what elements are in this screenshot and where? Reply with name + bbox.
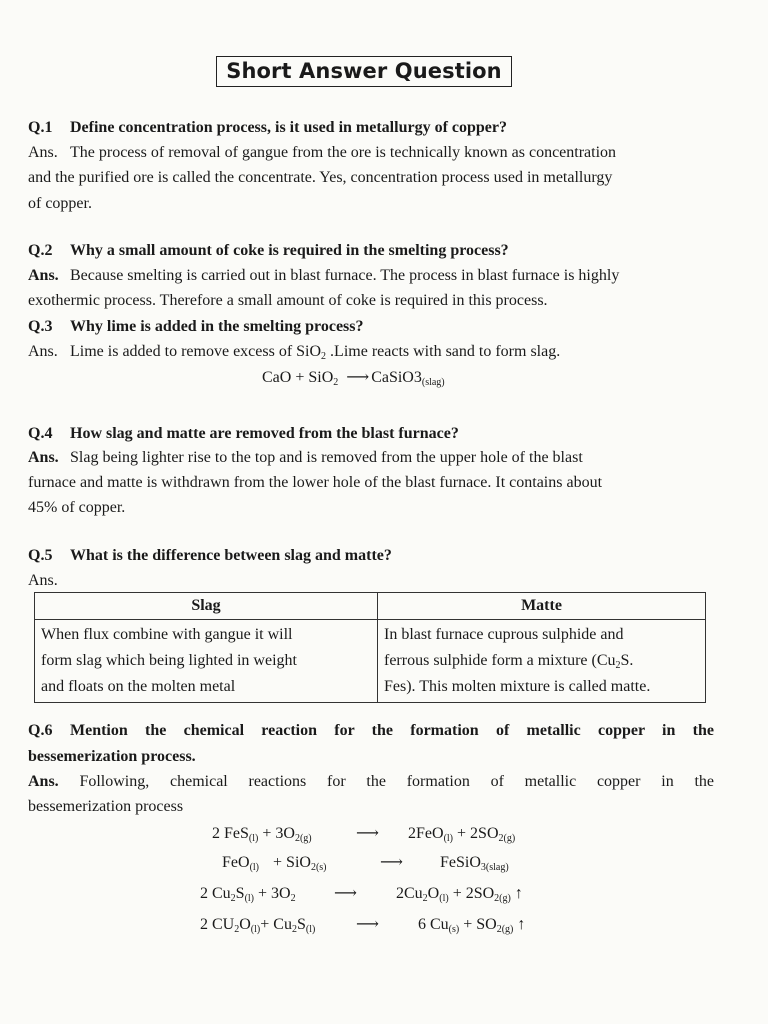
formula: 6 Cu [418, 916, 449, 933]
reaction-4-arrow: ⟶ [356, 916, 379, 933]
subscript: (l) [249, 862, 260, 873]
formula: 2 CU [200, 916, 235, 933]
formula: + 3O [254, 885, 291, 902]
formula: O [239, 916, 251, 933]
table-header-row [35, 593, 706, 620]
slag-line: form slag which being lighted in weight [41, 652, 297, 669]
comparison-table [34, 592, 706, 703]
subscript: 2 [422, 893, 428, 904]
subscript: 2 [615, 660, 621, 671]
answer-label: Ans. [28, 773, 59, 790]
question-2 [28, 241, 718, 261]
question-text: Why lime is added in the smelting process? [70, 318, 364, 335]
matte-line [384, 648, 699, 674]
gas-up-arrow-icon: ↑ [517, 916, 526, 933]
formula: + SiO [269, 854, 311, 871]
equation-lime-sand [262, 368, 445, 388]
reaction-1 [212, 824, 312, 844]
answer-label: Ans. [28, 343, 58, 360]
subscript: (s) [448, 924, 460, 935]
reaction-arrow: ⟶ [346, 369, 370, 386]
subscript: (l) [248, 833, 259, 844]
question-6-line-1 [28, 721, 714, 741]
subscript: 2(g) [498, 833, 516, 844]
answer-2-line-2: exothermic process. Therefore a small amount of coke is required in this process. [28, 292, 548, 309]
page-title: Short Answer Question [216, 56, 512, 87]
formula: 2Cu [396, 885, 423, 902]
answer-4-line-3: 45% of copper. [28, 499, 126, 516]
answer-2-line-1 [28, 266, 718, 286]
answer-4-line-2: furnace and matte is withdrawn from the lower hole of the blast furnace. It contains about [28, 474, 603, 491]
subscript: (l) [305, 924, 316, 935]
formula: S [296, 916, 306, 933]
matte-cell [378, 620, 706, 703]
question-number: Q.2 [28, 242, 53, 259]
answer-6-line-2: bessemerization process [28, 798, 184, 815]
equation-rhs: CaSiO3 [371, 369, 422, 386]
question-text: What is the difference between slag and matte? [70, 547, 392, 564]
subscript: 2 [321, 351, 327, 362]
answer-label: Ans. [28, 267, 59, 284]
formula: S [235, 885, 245, 902]
question-4 [28, 424, 718, 444]
gas-up-arrow-icon: ↑ [514, 885, 523, 902]
formula: + Cu [260, 916, 292, 933]
answer-1-line-3: of copper. [28, 195, 92, 212]
subscript: (l) [443, 833, 454, 844]
answer-3 [28, 342, 718, 362]
question-number: Q.1 [28, 119, 53, 136]
reaction-3-arrow: ⟶ [334, 885, 357, 902]
answer-label: Ans. [28, 449, 59, 466]
subscript: 2(g) [294, 833, 312, 844]
answer-text: The process of removal of gangue from the ore is technically known as concentration [70, 144, 617, 161]
answer-1-line-2: and the purified ore is called the concentrate. Yes, concentration process used in metallurgy [28, 169, 613, 186]
formula: + 3O [258, 825, 295, 842]
subscript: 3(slag) [480, 862, 509, 873]
matte-text: S. [620, 652, 634, 669]
subscript: 2(s) [310, 862, 327, 873]
subscript: 2(g) [496, 924, 514, 935]
subscript: (l) [250, 924, 261, 935]
question-6-line-2: bessemerization process. [28, 748, 196, 765]
answer-text: Because smelting is carried out in blast furnace. The process in blast furnace is highly [70, 267, 620, 284]
reaction-3-products [396, 884, 523, 904]
question-text: How slag and matte are removed from the blast furnace? [70, 425, 459, 442]
slag-line: When flux combine with gangue it will [41, 626, 293, 643]
subscript: 2 [230, 893, 236, 904]
table-header-matte: Matte [378, 593, 706, 620]
subscript: 2 [234, 924, 240, 935]
question-text: Define concentration process, is it used in metallurgy of copper? [70, 119, 507, 136]
question-text: Why a small amount of coke is required in the smelting process? [70, 242, 509, 259]
answer-4-line-1 [28, 448, 718, 468]
formula: + 2SO [453, 825, 499, 842]
matte-text: ferrous sulphide form a mixture (Cu [384, 652, 616, 669]
slag-cell [35, 620, 378, 703]
reaction-3 [200, 884, 296, 904]
question-number: Q.3 [28, 318, 53, 335]
formula: 2 FeS [212, 825, 249, 842]
answer-6-line-1 [28, 772, 714, 792]
answer-text: Lime is added to remove excess of SiO [70, 343, 322, 360]
equation-lhs: CaO + SiO [262, 369, 334, 386]
formula: FeSiO [440, 854, 481, 871]
subscript: 2 [290, 893, 296, 904]
formula: FeO [222, 854, 250, 871]
question-5 [28, 546, 718, 566]
formula: 2FeO [408, 825, 444, 842]
formula: 2 Cu [200, 885, 231, 902]
reaction-2-products [440, 853, 509, 873]
subscript: 2 [291, 924, 297, 935]
reaction-4 [200, 915, 315, 935]
answer-5-label: Ans. [28, 572, 58, 589]
answer-label: Ans. [28, 144, 58, 161]
formula: + SO [459, 916, 497, 933]
matte-line: Fes). This molten mixture is called matte. [384, 678, 651, 695]
subscript: 2(g) [494, 893, 511, 904]
slag-line: and floats on the molten metal [41, 678, 236, 695]
subscript: (slag) [421, 377, 445, 388]
question-number: Q.6 [28, 722, 53, 739]
matte-line: In blast furnace cuprous sulphide and [384, 626, 624, 643]
answer-text: Slag being lighter rise to the top and is removed from the upper hole of the blast [70, 449, 583, 466]
question-number: Q.4 [28, 425, 53, 442]
answer-1-line-1 [28, 143, 718, 163]
answer-text: Following, chemical reactions for the formation of metallic copper in the [79, 773, 714, 790]
subscript: (l) [439, 893, 449, 904]
reaction-1-arrow: ⟶ [356, 825, 379, 842]
reaction-4-products [418, 915, 525, 935]
reaction-1-products [408, 824, 515, 844]
formula: + 2SO [448, 885, 495, 902]
formula: O [427, 885, 440, 902]
reaction-2 [222, 853, 327, 873]
subscript: 2 [333, 377, 339, 388]
question-number: Q.5 [28, 547, 53, 564]
subscript: (l) [244, 893, 255, 904]
question-1 [28, 118, 718, 138]
question-3 [28, 317, 718, 337]
question-text: Mention the chemical reaction for the formation of metallic copper in the [70, 722, 714, 739]
reaction-2-arrow: ⟶ [380, 854, 403, 871]
answer-text-end: .Lime reacts with sand to form slag. [326, 343, 561, 360]
table-header-slag: Slag [35, 593, 378, 620]
table-row [35, 620, 706, 703]
